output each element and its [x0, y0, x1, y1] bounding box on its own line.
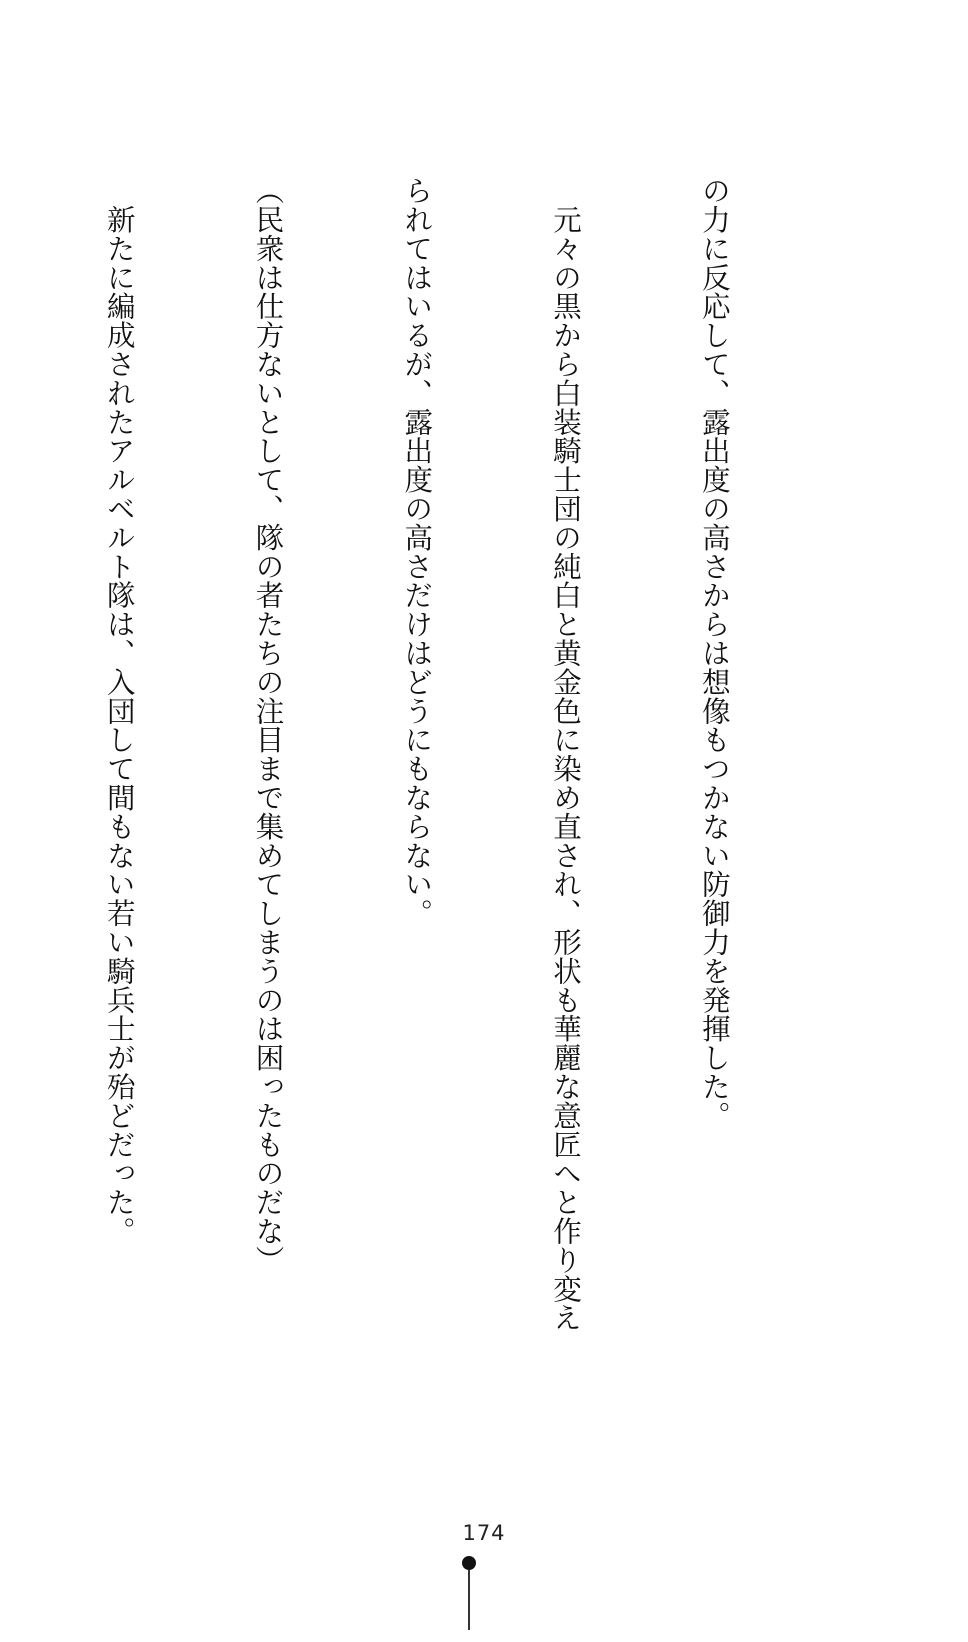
text-line: られてはいるが、露出度の高さだけはどうにもならない。 — [400, 176, 434, 928]
text-line: （民衆は仕方ないとして、隊の者たちの注目まで集めてしまうのは困ったものだな） — [251, 176, 285, 1275]
page-marker-line — [468, 1570, 470, 1630]
text-line: 元々の黒から白装騎士団の純白と黄金色に染め直され、形状も華麗な意匠へと作り変え — [549, 176, 583, 1332]
page-marker-dot — [462, 1556, 476, 1570]
text-line: 新たに編成されたアルベルト隊は、入団して間もない若い騎兵士が殆どだった。 — [102, 176, 136, 1246]
page-number: 174 — [462, 1521, 506, 1545]
body-text — [0, 176, 838, 1356]
text-line: の力に反応して、露出度の高さからは想像もつかない防御力を発揮した。 — [697, 176, 731, 1130]
